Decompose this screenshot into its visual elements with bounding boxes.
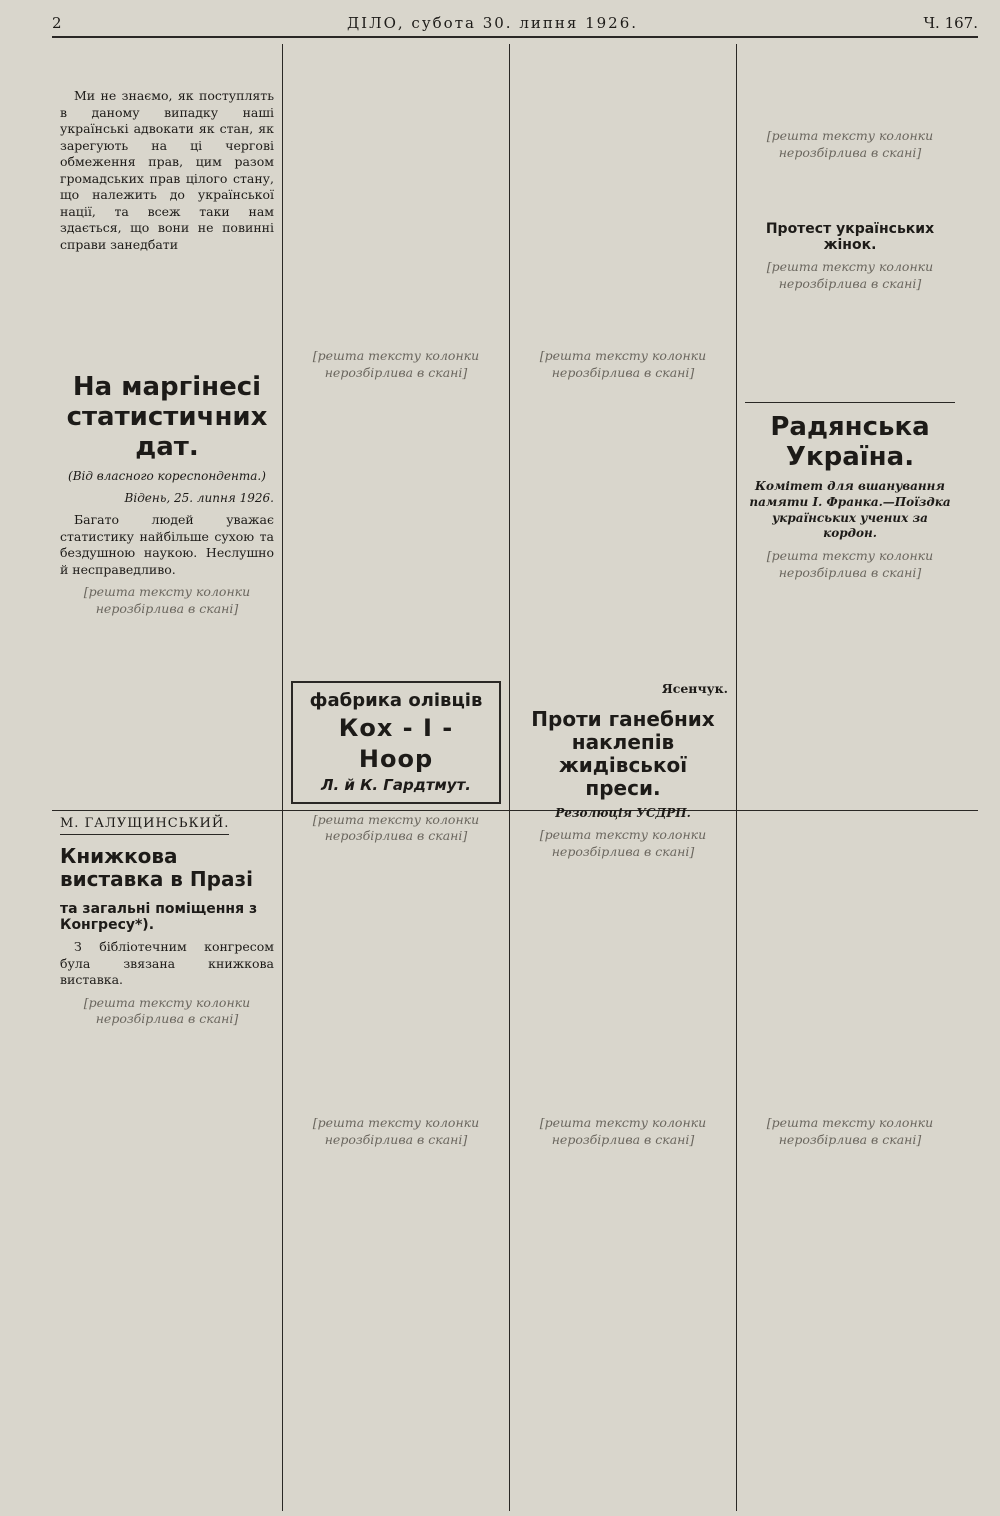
article-headline-soviet-ukraine: Радянська Україна. <box>770 412 930 473</box>
elided-text: [решта тексту колонки нерозбірлива в скані] <box>766 128 934 160</box>
section-divider <box>745 402 955 403</box>
ad-line-3: Л. й К. Гардтмут. <box>321 776 471 795</box>
lead-text: Ми не знаємо, як поступлять в даному випадку наші українські адвокати як стан, як зарегують на ці чергові обмеження прав, цим разом громадських прав цілого стану, що належить до української нації, та всеж таки нам здається, що вони не повинні справи занедбати <box>60 88 274 252</box>
pencil-factory-advertisement <box>291 681 501 804</box>
elided-text: [решта тексту колонки нерозбірлива в скані] <box>312 1115 480 1147</box>
article-subhead-soviet-ukraine: Комітет для вшанування памяти І. Франка.—Поїздка українських учених за кордон. <box>749 478 951 541</box>
elided-text: [решта тексту колонки нерозбірлива в скані] <box>312 348 480 380</box>
bottom-column-1 <box>52 811 282 1511</box>
bottom-column-3 <box>509 811 736 1511</box>
bottom-column-2 <box>282 811 509 1511</box>
elided-text: [решта тексту колонки нерозбірлива в скані] <box>539 348 707 380</box>
elided-text: [решта тексту колонки нерозбірлива в скані] <box>766 548 934 580</box>
ad-line-1: фабрика олівців <box>309 690 483 711</box>
elided-text: [решта тексту колонки нерозбірлива в скані] <box>766 1115 934 1147</box>
article-byline: Ясенчук. <box>661 681 728 696</box>
elided-text: [решта тексту колонки нерозбірлива в скані] <box>539 827 707 859</box>
top-column-3 <box>509 44 736 870</box>
dateline-source: (Від власного кореспондента.) <box>68 468 266 483</box>
elided-text: [решта тексту колонки нерозбірлива в скані] <box>539 1115 707 1147</box>
top-column-4 <box>736 44 963 870</box>
article-headline-margins: На маргінесі статистичних дат. <box>66 372 268 462</box>
top-column-2 <box>282 44 509 870</box>
elided-text: [решта тексту колонки нерозбірлива в скані] <box>83 994 251 1027</box>
ad-line-2: Кох - І - Ноор <box>338 713 454 774</box>
article-lead-paragraph: З бібліотечним конгресом була звязана книжкова виставка. <box>60 939 274 988</box>
elided-text: [решта тексту колонки нерозбірлива в скані] <box>312 811 480 844</box>
article-subhead-resolution: Резолюція УСДРП. <box>555 805 691 820</box>
elided-text: [решта тексту колонки нерозбірлива в скані] <box>83 584 251 616</box>
bottom-column-4 <box>736 811 963 1511</box>
section-subhead-protest: Протест українських жінок. <box>765 221 935 254</box>
page-number: 2 <box>52 14 62 32</box>
issue-number: Ч. 167. <box>923 14 978 32</box>
elided-text: [решта тексту колонки нерозбірлива в скані] <box>766 259 934 291</box>
top-column-1 <box>52 44 282 870</box>
bottom-section <box>52 810 978 1511</box>
dateline-place: Відень, 25. липня 1926. <box>124 490 274 505</box>
masthead-date: ДІЛО, субота 30. липня 1926. <box>346 14 639 32</box>
article-lead-paragraph: Багато людей уважає статистику найбільше сухою та бездушною наукою. Неслушно й несправедливо. <box>60 512 274 577</box>
article-headline-book-exhibition: Книжкова виставка в Празі <box>60 844 253 892</box>
article-author: М. ГАЛУЩИНСЬКИЙ. <box>60 815 229 835</box>
article-subheadline-book-exhibition: та загальні поміщення з Конгресу*). <box>60 901 258 934</box>
article-headline-resolution: Проти ганебних наклепів жидівської преси. <box>531 706 715 800</box>
page-header <box>52 14 978 38</box>
